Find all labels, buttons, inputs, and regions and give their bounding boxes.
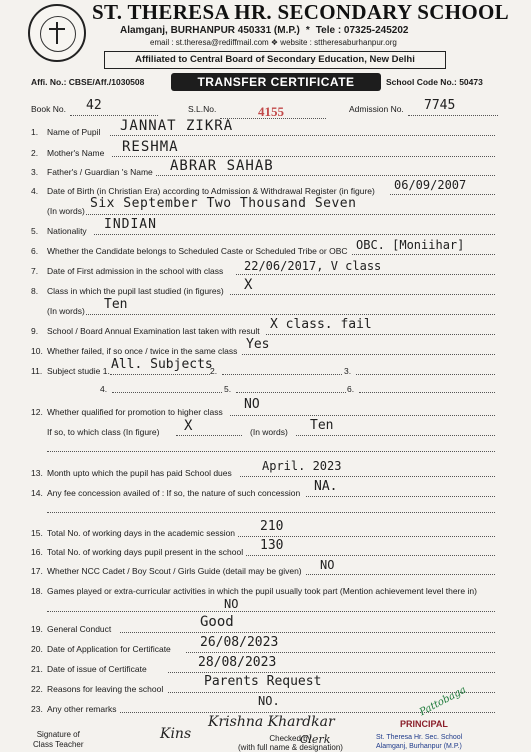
row-number: 21. <box>31 664 43 674</box>
last-class-words-label: (In words) <box>47 306 85 316</box>
email-website: email : st.theresa@rediffmail.com ❖ website : sttheresaburhanpur.org <box>150 38 397 47</box>
reasons-value: Parents Request <box>204 674 322 689</box>
row-label-reasons: Reasons for leaving the school <box>47 684 164 694</box>
first-admission-value: 22/06/2017, V class <box>244 259 382 273</box>
row-number: 10. <box>31 346 43 356</box>
school-name: ST. THERESA HR. SECONDARY SCHOOL <box>92 0 509 24</box>
last-class-words-value: Ten <box>104 297 128 312</box>
row-number: 9. <box>31 326 39 336</box>
telephone: Tele : 07325-245202 <box>315 25 409 36</box>
row-number: 3. <box>31 167 39 177</box>
row-number: 22. <box>31 684 43 694</box>
row-number: 14. <box>31 488 43 498</box>
promotion-class-value: X <box>184 418 193 434</box>
row-label-father-name: Father's / Guardian 's Name <box>47 167 153 177</box>
row-number: 7. <box>31 266 39 276</box>
conduct-value: Good <box>200 614 234 630</box>
row-number: 4. <box>31 186 39 196</box>
affiliation-number: Affi. No.: CBSE/Aff./1030508 <box>31 77 145 87</box>
row-number: 13. <box>31 468 43 478</box>
row-label-mother-name: Mother's Name <box>47 148 105 158</box>
address-text: Alamganj, BURHANPUR 450331 (M.P.) <box>120 25 300 36</box>
row-label-working-days: Total No. of working days in the academic session <box>47 528 236 538</box>
subject-3-label: 3. <box>344 366 352 376</box>
row-label-name-of-pupil: Name of Pupil <box>47 127 101 137</box>
father-name-value: ABRAR SAHAB <box>170 158 274 174</box>
row-number: 19. <box>31 624 43 634</box>
row-label-remarks: Any other remarks <box>47 704 117 714</box>
row-label-category: Whether the Candidate belongs to Scheduled Caste or Scheduled Tribe or OBC <box>47 246 348 256</box>
row-number: 15. <box>31 528 43 538</box>
pupil-name-value: JANNAT ZIKRA <box>120 118 234 134</box>
subjects-value: All. Subjects <box>111 357 213 372</box>
book-no-label: Book No. <box>31 104 66 114</box>
promotion-value: NO <box>244 397 260 412</box>
row-label-last-class: Class in which the pupil last studied (in figures) <box>47 286 224 296</box>
checker-signature: Krishna Khardkar <box>208 714 335 730</box>
school-code: School Code No.: 50473 <box>386 77 483 87</box>
row-label-first-admission: Date of First admission in the school with class <box>47 266 224 276</box>
row-label-days-present: Total No. of working days pupil present in the school <box>47 547 244 557</box>
row-number: 6. <box>31 246 39 256</box>
category-value: OBC. [Moniihar] <box>356 238 465 252</box>
row-label-failed: Whether failed, if so once / twice in the same class <box>47 346 238 356</box>
row-label-annual-exam: School / Board Annual Examination last taken with result <box>47 326 260 336</box>
principal-stamp <box>376 733 462 751</box>
subject-5-label: 5. <box>224 384 232 394</box>
subject-6-label: 6. <box>347 384 355 394</box>
checker-role: Clerk <box>300 733 331 746</box>
sl-no-label: S.L.No. <box>188 104 217 114</box>
row-number: 2. <box>31 148 39 158</box>
admission-no-label: Admission No. <box>349 104 404 114</box>
row-label-conduct: General Conduct <box>47 624 112 634</box>
checked-line1: Checked by <box>269 734 312 743</box>
subject-2-label: 2. <box>210 366 218 376</box>
row-label-issue-date: Date of issue of Certificate <box>47 664 147 674</box>
checked-line2: (with full name & designation) <box>238 743 343 752</box>
mother-name-value: RESHMA <box>122 139 179 155</box>
row-label-ncc: Whether NCC Cadet / Boy Scout / Girls Guide (detail may be given) <box>47 566 302 576</box>
issue-date-value: 28/08/2023 <box>198 655 277 670</box>
school-address: Alamganj, BURHANPUR 450331 (M.P.) * Tele : 07325-245202 <box>120 25 409 36</box>
promotion-words-value: Ten <box>310 418 334 433</box>
row-number: 23. <box>31 704 43 714</box>
fee-concession-value: NA. <box>314 479 338 494</box>
row-label-games: Games played or extra-curricular activities in which the pupil usually took part (Mention achievement level there in) <box>47 586 477 596</box>
admission-no-value: 7745 <box>424 98 456 113</box>
row-number: 17. <box>31 566 43 576</box>
row-number: 18. <box>31 586 43 596</box>
row-label-promotion: Whether qualified for promotion to higher class <box>47 407 223 417</box>
working-days-value: 210 <box>260 519 284 534</box>
row-label-application-date: Date of Application for Certificate <box>47 644 171 654</box>
days-present-value: 130 <box>260 538 284 553</box>
row-number: 5. <box>31 226 39 236</box>
teacher-signature: Kins <box>160 726 192 742</box>
row-label-dues: Month upto which the pupil has paid School dues <box>47 468 232 478</box>
principal-label: PRINCIPAL <box>400 719 448 729</box>
promotion-class-label: If so, to which class (In figure) <box>47 427 160 437</box>
row-label-fee-concession: Any fee concession availed of : If so, the nature of such concession <box>47 488 301 498</box>
dob-words-label: (In words) <box>47 206 85 216</box>
application-date-value: 26/08/2023 <box>200 635 279 650</box>
sig-teacher-line1: Signature of <box>36 730 80 739</box>
promotion-words-label: (In words) <box>250 427 288 437</box>
row-number: 8. <box>31 286 39 296</box>
sl-no-value: 4155 <box>258 104 284 119</box>
stamp-line2: Alamganj, Burhanpur (M.P.) <box>376 743 462 750</box>
principal-signature-icon: Pattobaga <box>417 684 469 719</box>
row-number: 12. <box>31 407 43 417</box>
sig-teacher-line2: Class Teacher <box>33 740 84 749</box>
row-number: 11. <box>31 366 43 376</box>
dob-figure-value: 06/09/2007 <box>394 178 467 192</box>
row-number: 16. <box>31 547 43 557</box>
last-class-value: X <box>244 277 253 293</box>
affiliation-box: Affiliated to Central Board of Secondary Education, New Delhi <box>104 51 446 69</box>
row-label-subjects: Subject studie 1. <box>47 366 110 376</box>
row-number: 1. <box>31 127 39 137</box>
checked-by-label <box>238 734 343 752</box>
row-label-nationality: Nationality <box>47 226 87 236</box>
school-logo-icon <box>28 4 86 62</box>
book-no-value: 42 <box>86 98 102 113</box>
row-label-date-of-birth: Date of Birth (in Christian Era) according to Admission & Withdrawal Register (in figure) <box>47 186 375 196</box>
row-number: 20. <box>31 644 43 654</box>
certificate-title: TRANSFER CERTIFICATE <box>171 73 381 91</box>
class-teacher-signature-label <box>33 730 84 750</box>
dues-value: April. 2023 <box>262 459 342 473</box>
remarks-value: NO. <box>258 694 280 708</box>
subject-4-label: 4. <box>100 384 108 394</box>
stamp-line1: St. Theresa Hr. Sec. School <box>376 734 463 741</box>
games-value: NO <box>224 597 239 611</box>
annual-exam-value: X class. fail <box>270 317 372 332</box>
dob-words-value: Six September Two Thousand Seven <box>90 196 357 211</box>
nationality-value: INDIAN <box>104 217 157 232</box>
failed-value: Yes <box>246 337 270 352</box>
ncc-value: NO <box>320 558 335 572</box>
